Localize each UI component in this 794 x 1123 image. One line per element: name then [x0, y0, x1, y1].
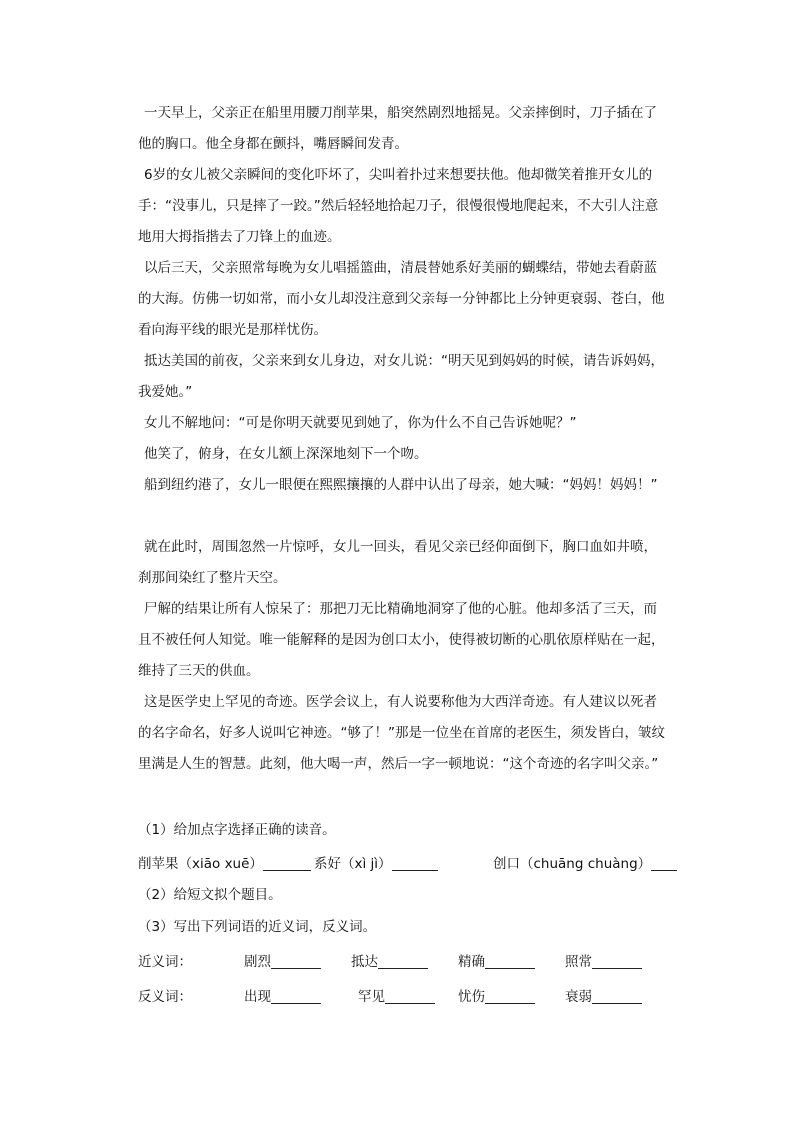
- q1-item-2: 系好（xì jì）: [314, 852, 438, 876]
- antonym-row: [138, 985, 658, 1009]
- story-paragraph-6: 他笑了，俯身，在女儿额上深深地刻下一个吻。: [144, 446, 428, 462]
- antonym-item-2: 罕见: [358, 985, 435, 1009]
- synonym-item-3: 精确: [458, 950, 535, 974]
- question-1-answers: [138, 852, 678, 876]
- synonym-item-2: 抵达: [351, 950, 428, 974]
- question-2: （2）给短文拟个题目。: [138, 887, 282, 903]
- antonym-item-3: 忧伤: [458, 985, 535, 1009]
- story-paragraph-1: 一天早上，父亲正在船里用腰刀削苹果，船突然剧烈地摇晃。父亲摔倒时，刀子插在了他的胸口。他全身都在颤抖，嘴唇瞬间发青。: [138, 105, 657, 152]
- answer-blank[interactable]: [392, 854, 438, 871]
- answer-blank[interactable]: [263, 854, 311, 871]
- answer-blank[interactable]: [271, 952, 321, 969]
- answer-blank[interactable]: [271, 987, 321, 1004]
- story-paragraph-2: 6岁的女儿被父亲瞬间的变化吓坏了，尖叫着扑过来想要扶他。他却微笑着推开女儿的手：“没事儿，只是摔了一跤。”然后轻轻地拾起刀子，很慢很慢地爬起来，不大引人注意地用大拇指揩去了刀锋上的血迹。: [138, 167, 659, 245]
- synonym-label: 近义词：: [138, 954, 192, 970]
- antonym-item-1: 出现: [244, 985, 321, 1009]
- answer-blank[interactable]: [485, 987, 535, 1004]
- question-1: （1）给加点字选择正确的读音。: [138, 822, 336, 838]
- answer-blank[interactable]: [385, 987, 435, 1004]
- synonym-item-1: 剧烈: [244, 950, 321, 974]
- answer-blank[interactable]: [651, 854, 677, 871]
- question-3: （3）写出下列词语的近义词，反义词。: [138, 919, 377, 935]
- synonym-item-4: 照常: [565, 950, 642, 974]
- q1-item-1: 削苹果（xiāo xuē）: [138, 852, 311, 876]
- story-paragraph-8: 就在此时，周围忽然一片惊呼，女儿一回头，看见父亲已经仰面倒下，胸口血如井喷，刹那间染红了整片天空。: [138, 539, 657, 586]
- q1-item-3: 创口（chuāng chuàng）: [493, 852, 677, 876]
- story-paragraph-7: 船到纽约港了，女儿一眼便在熙熙攘攘的人群中认出了母亲，她大喊：“妈妈！妈妈！”: [144, 477, 658, 493]
- answer-blank[interactable]: [378, 952, 428, 969]
- answer-blank[interactable]: [592, 952, 642, 969]
- story-paragraph-5: 女儿不解地问：“可是你明天就要见到她了，你为什么不自己告诉她呢？”: [144, 415, 577, 431]
- answer-blank[interactable]: [485, 952, 535, 969]
- story-paragraph-3: 以后三天，父亲照常每晚为女儿唱摇篮曲，清晨替她系好美丽的蝴蝶结，带她去看蔚蓝的大海。仿佛一切如常，而小女儿却没注意到父亲每一分钟都比上分钟更衰弱、苍白，他看向海平线的眼光是那样忧伤。: [138, 260, 665, 338]
- antonym-item-4: 衰弱: [565, 985, 642, 1009]
- story-paragraph-10: 这是医学史上罕见的奇迹。医学会议上，有人说要称他为大西洋奇迹。有人建议以死者的名字命名，好多人说叫它神迹。“够了！”那是一位坐在首席的老医生，须发皆白，皱纹里满是人生的智慧。此刻，他大喝一声，然后一字一顿地说：“这个奇迹的名字叫父亲。”: [138, 694, 665, 772]
- answer-blank[interactable]: [592, 987, 642, 1004]
- story-paragraph-4: 抵达美国的前夜，父亲来到女儿身边，对女儿说：“明天见到妈妈的时候，请告诉妈妈，我爱她。”: [138, 353, 664, 400]
- synonym-row: [138, 950, 658, 974]
- story-paragraph-9: 尸解的结果让所有人惊呆了：那把刀无比精确地洞穿了他的心脏。他却多活了三天，而且不被任何人知觉。唯一能解释的是因为创口太小，使得被切断的心肌依原样贴在一起，维持了三天的供血。: [138, 601, 665, 679]
- antonym-label: 反义词：: [138, 989, 192, 1005]
